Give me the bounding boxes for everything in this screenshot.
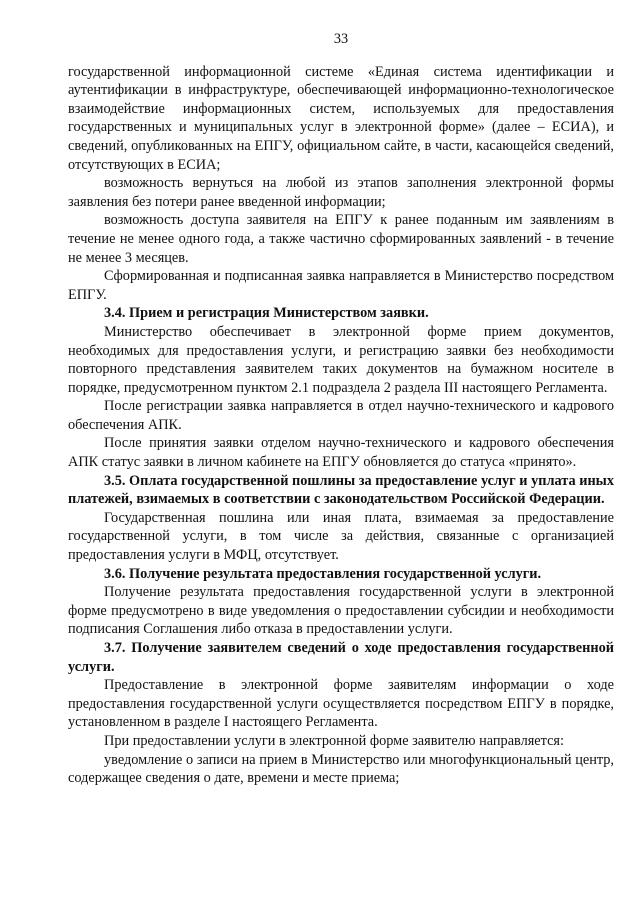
paragraph: После принятия заявки отделом научно-технического и кадрового обеспечения АПК статус заявки в личном кабинете на ЕПГУ обновляется до статуса «принято». [68, 435, 614, 471]
paragraph: Получение результата предоставления государственной услуги в электронной форме предусмотрено в виде уведомления о предоставлении субсидии и необходимости подписания Соглашения либо отказа в предоставлении услуги. [68, 584, 614, 638]
paragraph: Сформированная и подписанная заявка направляется в Министерство посредством ЕПГУ. [68, 268, 614, 303]
paragraph: После регистрации заявка направляется в отдел научно-технического и кадрового обеспечения АПК. [68, 398, 614, 433]
section-heading-3-6: 3.6. Получение результата предоставления государственной услуги. [104, 565, 542, 582]
document-body [68, 63, 614, 788]
paragraph: государственной информационной системе «Единая система идентификации и аутентификации в инфраструктуре, обеспечивающей информационно-технологическое взаимодействие информационных систем, используемых для предоставления государственных и муниципальных услуг в электронной форме» (далее – ЕСИА), и сведений, опубликованных на ЕПГУ, официальном сайте, в части, касающейся сведений, отсутствующих в ЕСИА; [68, 63, 614, 173]
paragraph: Государственная пошлина или иная плата, взимаемая за предоставление государственной услуги, в том числе за действия, связанные с организацией предоставления услуги в МФЦ, отсутствует. [68, 509, 614, 564]
page-number: 33 [333, 31, 349, 47]
paragraph: возможность доступа заявителя на ЕПГУ к ранее поданным им заявлениям в течение не менее одного года, а также частично сформированных заявлений - в течение не менее 3 месяцев. [68, 212, 614, 266]
paragraph: Министерство обеспечивает в электронной форме прием документов, необходимых для предоставления услуги, и регистрацию заявки без необходимости повторного представления заявителем таких документов на бумажном носителе в порядке, предусмотренном пунктом 2.1 подраздела 2 раздела III настоящего Регламента. [68, 323, 614, 396]
paragraph: возможность вернуться на любой из этапов заполнения электронной формы заявления без потери ранее введенной информации; [68, 175, 614, 210]
paragraph: Предоставление в электронной форме заявителям информации о ходе предоставления государственной услуги осуществляется посредством ЕПГУ в порядке, установленном в разделе I настоящего Регламента. [68, 677, 614, 731]
paragraph: уведомление о записи на прием в Министерство или многофункциональный центр, содержащее сведения о дате, времени и месте приема; [68, 751, 614, 787]
section-heading-3-4: 3.4. Прием и регистрация Министерством заявки. [104, 305, 429, 322]
section-heading-3-5: 3.5. Оплата государственной пошлины за предоставление услуг и уплата иных платежей, взимаемых в соответствии с законодательством Российской Федерации. [68, 472, 614, 508]
section-heading-3-7: 3.7. Получение заявителем сведений о ходе предоставления государственной услуги. [68, 640, 614, 675]
document-page [68, 30, 614, 788]
paragraph: При предоставлении услуги в электронной форме заявителю направляется: [104, 732, 564, 749]
